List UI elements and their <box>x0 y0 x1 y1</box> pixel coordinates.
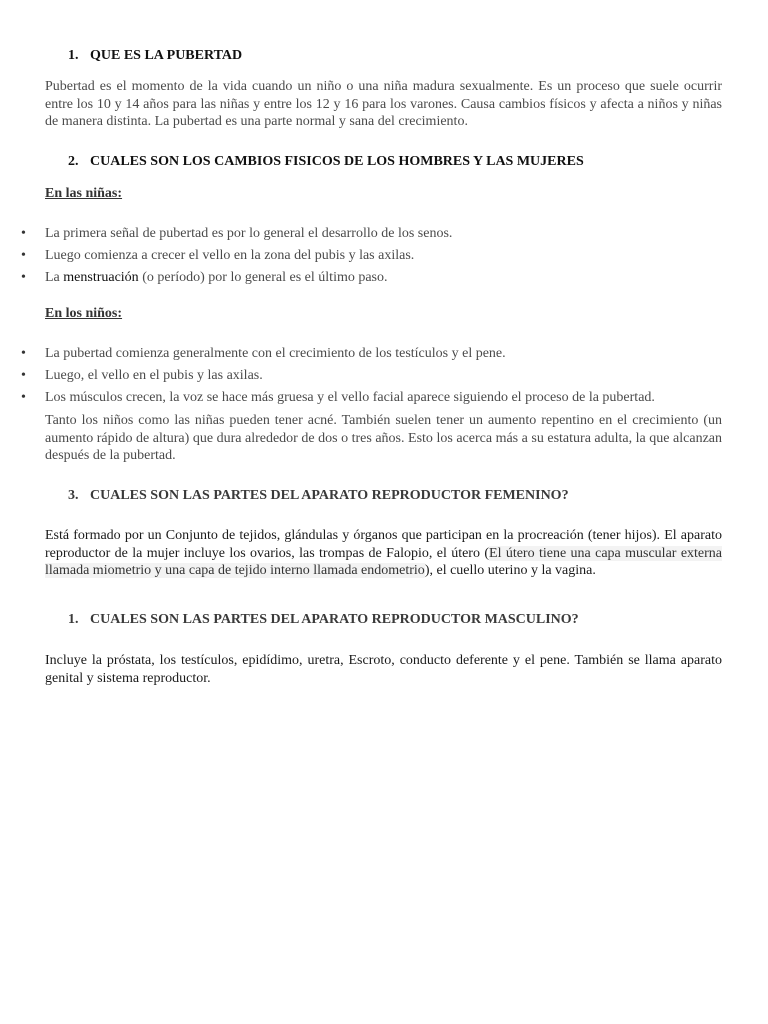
heading-aparato-femenino <box>68 487 569 505</box>
heading-title: CUALES SON LAS PARTES DEL APARATO REPRODUCTOR FEMENINO? <box>90 488 569 503</box>
list-ninos <box>0 345 720 411</box>
subheading-ninas: En las niñas: <box>45 186 123 201</box>
list-ninas <box>0 225 720 291</box>
subheading-ninos: En los niños: <box>45 306 123 321</box>
heading-cambios-fisicos <box>68 153 584 171</box>
list-item <box>0 389 720 411</box>
list-item-text: La pubertad comienza generalmente con el crecimiento de los testículos y el pene. <box>45 346 506 361</box>
list-item-text-pre: La <box>45 270 64 285</box>
heading-title: CUALES SON LOS CAMBIOS FISICOS DE LOS HOMBRES Y LAS MUJERES <box>90 154 584 169</box>
heading-title: QUE ES LA PUBERTAD <box>90 48 243 63</box>
heading-number: 1. <box>68 612 79 627</box>
paragraph-aparato-masculino: Incluye la próstata, los testículos, epidídimo, uretra, Escroto, conducto deferente y el pene. También se llama aparato genital y sistema reproductor. <box>45 653 722 686</box>
bullet-icon: • <box>21 248 26 263</box>
list-item <box>0 225 720 247</box>
list-item <box>0 345 720 367</box>
list-item <box>0 269 720 291</box>
list-item <box>0 247 720 269</box>
paragraph-pubertad-definition: Pubertad es el momento de la vida cuando un niño o una niña madura sexualmente. Es un proceso que suele ocurrir entre los 10 y 14 años para las niñas y entre los 12 y 16 para los varones. Causa cambios físicos y afecta a niños y niñas de manera distinta. La pubertad es una parte normal y sana del crecimiento. <box>45 79 722 129</box>
bullet-icon: • <box>21 390 26 405</box>
list-item <box>0 367 720 389</box>
list-item-text: Los músculos crecen, la voz se hace más gruesa y el vello facial aparece siguiendo el proceso de la pubertad. <box>45 390 655 405</box>
heading-aparato-masculino <box>68 611 579 629</box>
list-item-text: Luego, el vello en el pubis y las axilas. <box>45 368 263 383</box>
list-item-text: Luego comienza a crecer el vello en la zona del pubis y las axilas. <box>45 248 415 263</box>
list-item-text: La primera señal de pubertad es por lo general el desarrollo de los senos. <box>45 226 453 241</box>
list-item-text-post: (o período) por lo general es el último paso. <box>138 270 388 285</box>
heading-que-es-pubertad <box>68 47 242 65</box>
paragraph-text-post: ), el cuello uterino y la vagina. <box>424 563 596 578</box>
highlighted-text-utero: El útero tiene una capa muscular externa llamada miometrio y una capa de tejido interno llamada endometrio <box>45 545 723 578</box>
bullet-icon: • <box>21 346 26 361</box>
term-menstruacion: menstruación <box>63 270 139 285</box>
bullet-icon: • <box>21 270 26 285</box>
paragraph-text-pre: Está formado por un Conjunto de tejidos, glándulas y órganos que participan en la procreación (tener hijos). El aparato reproductor de la mujer incluye los ovarios, las trompas de Falopio, el útero ( <box>45 528 722 561</box>
paragraph-acne-crecimiento: Tanto los niños como las niñas pueden tener acné. También suelen tener un aumento repentino en el crecimiento (un aumento rápido de altura) que dura alrededor de dos o tres años. Esto los acerca más a su estatura adulta, la que alcanzan después de la pubertad. <box>45 413 722 463</box>
bullet-icon: • <box>21 368 26 383</box>
heading-number: 3. <box>68 488 79 503</box>
heading-number: 1. <box>68 48 79 63</box>
bullet-icon: • <box>21 226 26 241</box>
heading-number: 2. <box>68 154 79 169</box>
paragraph-aparato-femenino <box>45 527 722 580</box>
heading-title: CUALES SON LAS PARTES DEL APARATO REPRODUCTOR MASCULINO? <box>90 612 579 627</box>
